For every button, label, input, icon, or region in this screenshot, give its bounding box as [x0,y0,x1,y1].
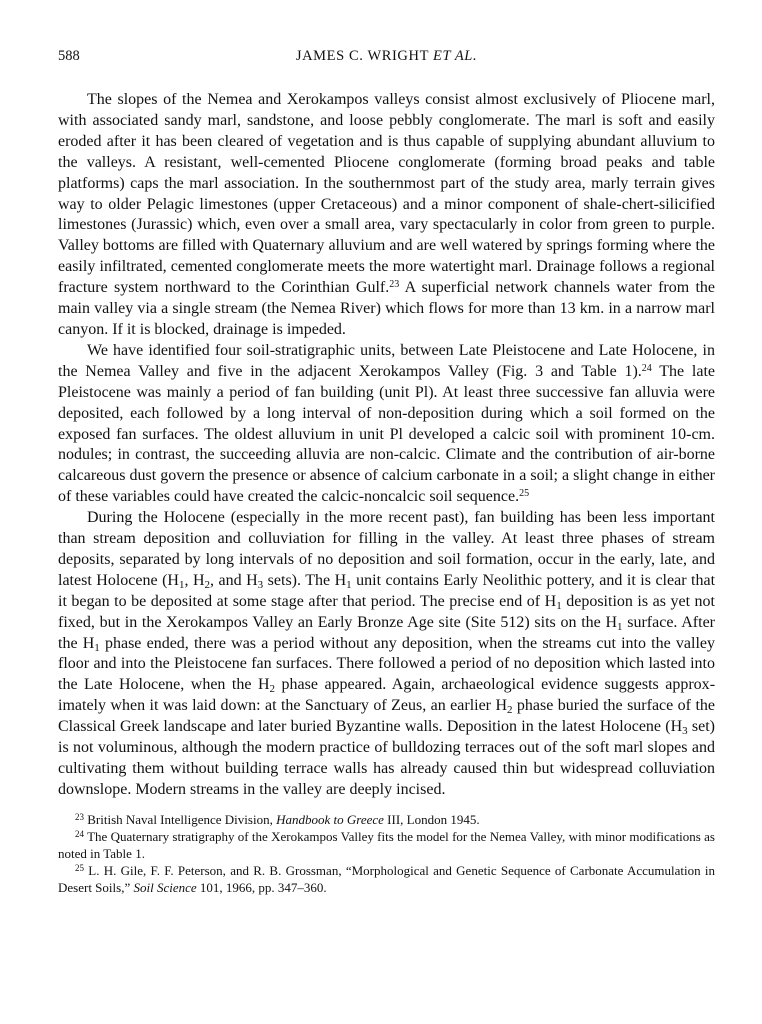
subscript: 1 [556,599,562,612]
page-number: 588 [58,48,80,64]
footnote-ref: 24 [641,362,652,374]
paragraph-text: sets). The H [263,571,347,589]
paragraph-text: phase ended, there was a period without any deposition, when the streams cut into the valley floor and into the Pleistocene fan surfaces. There followed a period of no deposition which lasted into the Late Holocene, when the H [58,634,716,694]
paragraph-text: The late Pleistocene was mainly a period of fan building (unit Pl). At least three successive fan alluvia were deposited, each followed by a long interval of non-deposition during which a soil formed on the exposed fan surfaces. The oldest alluvium in unit Pl developed a calcic soil with prominent 10-cm. nodules; in contrast, the succeeding alluvia are non-calcic. Climate and the contribution of air-borne calcareous dust govern the presence or absence of calcium carbonate in a soil; a slight change in either of these variables could have created the calcic-noncalcic soil sequence. [58,362,715,506]
footnote-23 [58,812,715,829]
running-head [58,48,715,65]
footnote-italic: Soil Science [133,879,197,895]
footnote-24 [58,829,715,862]
paragraph-text: We have identified four soil-stratigraphic units, between Late Pleistocene and Late Holocene, in the Nemea Valley and five in the adjacent Xerokampos Valley (Fig. 3 and Table 1). [58,341,715,380]
paragraph-text: , H [184,571,205,589]
footnote-number: 24 [75,829,84,840]
paragraph-text: unit contains Early Neolithic pottery, and it is clear that it began to be deposited at some stage after that period. The precise end of H [58,571,716,610]
paragraph-text: phase appeared. Again, archaeological evidence suggests approximately when it was laid down: at the Sanctuary of Zeus, an earlier H [58,676,716,715]
paragraph-text: set) is not voluminous, although the modern practice of bulldozing terraces out of the soft marl slopes and cultivating them without building terrace walls has already caused thin but widespread colluviation downslope. Modern streams in the valley are deeply incised. [58,718,715,798]
subscript: 1 [346,578,352,591]
running-head-author: JAMES C. WRIGHT [295,48,429,64]
paragraph-text: surface. After the H [58,613,716,652]
footnote-italic: Handbook to Greece [276,811,384,827]
page-header [58,48,715,72]
footnote-25 [58,863,715,896]
paragraph-2 [58,341,715,508]
paragraph-text: , and H [210,571,258,589]
footnote-number: 25 [75,863,84,874]
subscript: 2 [507,704,513,717]
journal-page [58,48,715,897]
body-text [58,90,715,801]
subscript: 1 [178,578,185,591]
paragraph-text: During the Holocene (especially in the more recent past), fan building has been less important than stream deposition and colluviation for filling in the valley. At least three phases of stream deposits, separated by long intervals of no deposition and soil formation, occur in the early, late, and latest Holocene (H [58,509,715,589]
paragraph-text: The slopes of the Nemea and Xerokampos valleys consist almost exclusively of Pliocene marl, with associated sandy marl, sandstone, and loose pebbly conglomerate. The marl is soft and easily eroded after it has been cleared of vegetation and is thus capable of supplying abundant alluvium to the valleys. A resistant, well-cemented Pliocene conglomerate (forming broad peaks and table platforms) caps the marl association. In the southernmost part of the study area, marly terrain gives way to older Pelagic limestones (upper Cretaceous) and a minor component of shale-chert-silicified limestones (Jurassic) which, even over a small area, vary spectacularly in color from green to purple. Valley bottoms are filled with Quaternary alluvium and are well watered by springs forming where the easily infiltrated, cemented conglomerate meets the more watertight marl. Drainage follows a regional fracture system northward to the Corinthian Gulf. [58,91,715,297]
footnote-text: 101, 1966, pp. 347–360. [196,879,327,895]
subscript: 3 [682,725,688,738]
footnote-ref: 23 [389,279,400,291]
subscript: 1 [617,620,623,633]
subscript: 2 [269,683,276,696]
footnote-text: The Quaternary stratigraphy of the Xerokampos Valley fits the model for the Nemea Valley, with minor modifications as noted in Table 1. [58,829,715,861]
paragraph-text: phase buried the surface of the Classical Greek landscape and later buried Byzantine walls. Deposition in the latest Holocene (H [58,697,715,736]
paragraph-1 [58,90,715,341]
footnote-number: 23 [75,811,84,822]
footnote-text: III, London 1945. [383,811,480,827]
subscript: 3 [257,578,264,591]
footnote-text: British Naval Intelligence Division, [84,811,277,827]
paragraph-text: A superficial network channels water from the main valley via a single stream (the Nemea River) which flows for more than 13 km. in a narrow marl canyon. If it is blocked, drainage is impeded. [58,279,715,338]
subscript: 2 [204,578,211,591]
footnotes [58,812,715,897]
footnote-text: L. H. Gile, F. F. Peterson, and R. B. Grossman, “Morphological and Genetic Sequence of Carbonate Accumulation in Desert Soils,” [58,863,715,895]
paragraph-text: deposition is as yet not fixed, but in the Xerokampos Valley an Early Bronze Age site (Site 512) sits on the H [58,592,716,631]
paragraph-3 [58,508,715,801]
running-head-etal: ET AL. [433,48,478,64]
footnote-ref: 25 [519,488,530,500]
subscript: 1 [94,641,100,654]
